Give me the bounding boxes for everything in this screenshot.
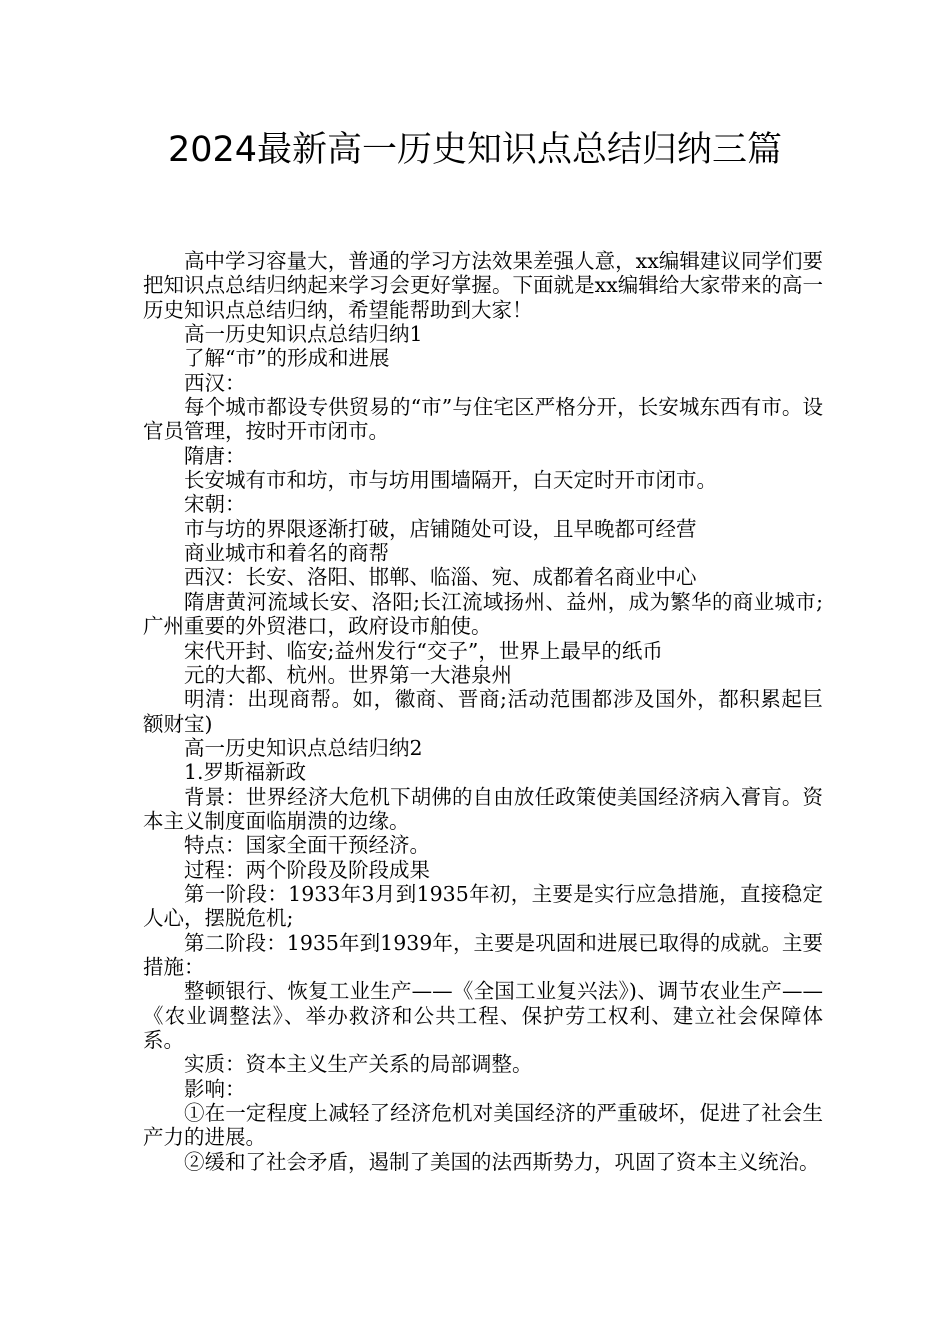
paragraph-western-han-market: 每个城市都设专供贸易的“市”与住宅区严格分开，长安城东西有市。设官员管理，按时开市闭市。 xyxy=(143,395,823,444)
paragraph-characteristics: 特点：国家全面干预经济。 xyxy=(184,833,430,858)
paragraph-impact-1: ①在一定程度上减轻了经济危机对美国经济的严重破坏，促进了社会生产力的进展。 xyxy=(143,1101,823,1150)
section-heading-2: 高一历史知识点总结归纳2 xyxy=(184,735,423,760)
document-title: 2024最新高一历史知识点总结归纳三篇 xyxy=(167,130,783,170)
paragraph-song-cities: 宋代开封、临安;益州发行“交子”，世界上最早的纸币 xyxy=(184,638,663,663)
section-heading-1: 高一历史知识点总结归纳1 xyxy=(184,322,423,347)
era-label-western-han: 西汉： xyxy=(184,370,246,395)
paragraph-background: 背景：世界经济大危机下胡佛的自由放任政策使美国经济病入膏肓。资本主义制度面临崩溃的边缘。 xyxy=(143,784,823,833)
intro-paragraph: 高中学习容量大，普通的学习方法效果差强人意，xx编辑建议同学们要把知识点总结归纳起来学习会更好掌握。下面就是xx编辑给大家带来的高一历史知识点总结归纳，希望能帮助到大家！ xyxy=(143,249,823,322)
era-label-song: 宋朝： xyxy=(184,492,246,517)
paragraph-phase-one: 第一阶段：1933年3月到1935年初，主要是实行应急措施，直接稳定人心，摆脱危机; xyxy=(143,881,823,931)
paragraph-ming-qing-merchants: 明清：出现商帮。如，徽商、晋商;活动范围都涉及国外，都积累起巨额财宝) xyxy=(143,687,823,736)
paragraph-essence: 实质：资本主义生产关系的局部调整。 xyxy=(184,1052,533,1077)
paragraph-sui-tang-cities: 隋唐黄河流域长安、洛阳;长江流域扬州、益州，成为繁华的商业城市;广州重要的外贸港口，政府设市舶使。 xyxy=(143,589,823,639)
era-label-sui-tang: 隋唐： xyxy=(184,443,246,468)
paragraph-impact-label: 影响： xyxy=(184,1076,246,1101)
paragraph-western-han-cities: 西汉：长安、洛阳、邯郸、临淄、宛、成都着名商业中心 xyxy=(184,565,697,590)
paragraph-sui-tang-market: 长安城有市和坊，市与坊用围墙隔开，白天定时开市闭市。 xyxy=(184,468,717,493)
paragraph-yuan-cities: 元的大都、杭州。世界第一大港泉州 xyxy=(184,662,512,687)
subheading-commercial-cities: 商业城市和着名的商帮 xyxy=(184,541,389,566)
paragraph-phase-two: 第二阶段：1935年到1939年，主要是巩固和进展已取得的成就。主要措施： xyxy=(143,930,823,979)
paragraph-impact-2: ②缓和了社会矛盾，遏制了美国的法西斯势力，巩固了资本主义统治。 xyxy=(184,1149,820,1174)
subheading-new-deal: 1.罗斯福新政 xyxy=(184,760,307,785)
paragraph-measures: 整顿银行、恢复工业生产——《全国工业复兴法》)、调节农业生产——《农业调整法》、举办救济和公共工程、保护劳工权利、建立社会保障体系。 xyxy=(143,979,823,1052)
subheading-market-formation: 了解“市”的形成和进展 xyxy=(184,346,390,371)
paragraph-song-market: 市与坊的界限逐渐打破，店铺随处可设，且早晚都可经营 xyxy=(184,516,697,541)
paragraph-process: 过程：两个阶段及阶段成果 xyxy=(184,857,430,882)
document-body xyxy=(143,249,823,1174)
